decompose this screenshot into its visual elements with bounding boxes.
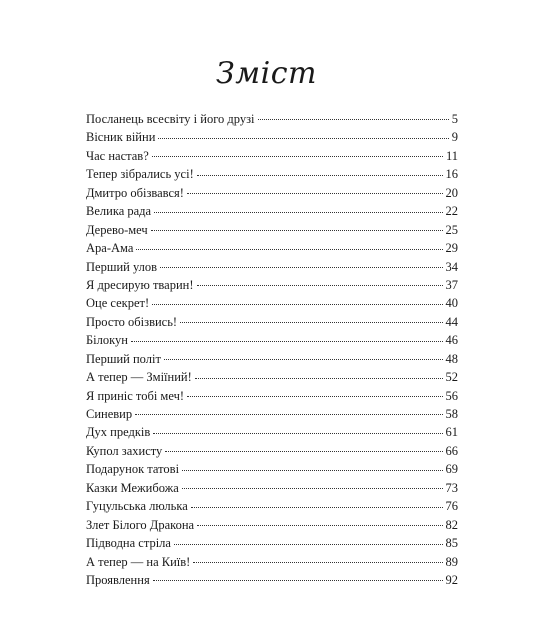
toc-entry-page-number: 92 — [445, 572, 458, 587]
dot-leader — [160, 266, 442, 268]
dot-leader — [152, 155, 443, 157]
dot-leader — [135, 413, 442, 415]
toc-entry-title: Купол захисту — [86, 443, 163, 458]
toc-entry-page-number: 69 — [445, 462, 458, 477]
table-of-contents — [86, 110, 458, 589]
toc-entry-page-number: 9 — [451, 130, 458, 145]
toc-entry — [86, 294, 458, 312]
toc-entry-page-number: 29 — [445, 241, 458, 256]
toc-entry — [86, 165, 458, 183]
toc-entry-page-number: 11 — [445, 148, 458, 163]
toc-entry — [86, 313, 458, 331]
toc-entry-page-number: 52 — [445, 370, 458, 385]
dot-leader — [180, 321, 442, 323]
dot-leader — [153, 432, 442, 434]
toc-entry-title: Казки Межибожа — [86, 480, 179, 495]
toc-entry-page-number: 48 — [445, 351, 458, 366]
toc-entry-page-number: 56 — [445, 388, 458, 403]
dot-leader — [182, 487, 443, 489]
toc-entry-title: Вісник війни — [86, 130, 156, 145]
page-title: Зміст — [216, 56, 317, 91]
toc-entry — [86, 571, 458, 589]
dot-leader — [258, 118, 449, 120]
toc-entry-title: Просто обізвись! — [86, 314, 178, 329]
toc-entry — [86, 516, 458, 534]
toc-entry-page-number: 58 — [445, 407, 458, 421]
dot-leader — [195, 377, 443, 379]
toc-entry-title: А тепер — на Київ! — [86, 554, 191, 569]
toc-entry — [86, 405, 458, 423]
dot-leader — [193, 561, 442, 563]
dot-leader — [197, 284, 443, 286]
toc-entry — [86, 442, 458, 460]
toc-entry-page-number: 73 — [445, 480, 458, 495]
dot-leader — [151, 229, 443, 231]
toc-entry-title: Злет Білого Дракона — [86, 517, 195, 532]
toc-entry-page-number: 89 — [445, 554, 458, 569]
dot-leader — [136, 248, 442, 250]
toc-entry-title: Білокун — [86, 333, 128, 348]
toc-entry — [86, 497, 458, 515]
toc-entry-page-number: 40 — [445, 296, 458, 311]
toc-entry — [86, 147, 458, 165]
dot-leader — [165, 450, 442, 452]
dot-leader — [174, 543, 443, 545]
dot-leader — [182, 469, 442, 471]
toc-entry-title: Тепер зібрались усі! — [86, 167, 194, 182]
toc-entry — [86, 258, 458, 276]
toc-entry-page-number: 85 — [445, 536, 458, 551]
toc-entry — [86, 202, 458, 220]
dot-leader — [153, 579, 443, 581]
toc-entry-title: Час настав? — [86, 148, 149, 163]
toc-entry — [86, 221, 458, 239]
toc-entry — [86, 110, 458, 128]
toc-entry-title: Дерево-меч — [86, 222, 148, 237]
toc-entry — [86, 387, 458, 405]
dot-leader — [187, 192, 443, 194]
dot-leader — [197, 524, 442, 526]
dot-leader — [164, 358, 443, 360]
toc-entry-title: Підводна стріла — [86, 536, 171, 551]
toc-entry-title: А тепер — Зміїний! — [86, 370, 192, 385]
toc-entry — [86, 350, 458, 368]
toc-entry-page-number: 20 — [445, 185, 458, 200]
toc-entry — [86, 479, 458, 497]
toc-entry-title: Ара-Ама — [86, 241, 134, 256]
toc-entry-title: Я приніс тобі меч! — [86, 388, 185, 403]
toc-entry-title: Синевир — [86, 407, 133, 421]
toc-entry-title: Перший улов — [86, 259, 158, 274]
toc-entry — [86, 128, 458, 146]
toc-entry — [86, 423, 458, 441]
toc-entry-title: Дмитро обізвався! — [86, 185, 184, 200]
toc-entry — [86, 553, 458, 571]
toc-entry-title: Посланець всесвіту і його друзі — [86, 112, 255, 126]
toc-entry — [86, 534, 458, 552]
toc-entry-page-number: 46 — [445, 333, 458, 348]
dot-leader — [158, 137, 448, 139]
toc-entry — [86, 368, 458, 386]
toc-entry-title: Оце секрет! — [86, 296, 150, 311]
toc-entry — [86, 276, 458, 294]
toc-entry-page-number: 5 — [451, 112, 458, 126]
dot-leader — [131, 340, 443, 342]
dot-leader — [154, 211, 442, 213]
toc-entry-page-number: 25 — [445, 222, 458, 237]
toc-entry-title: Подарунок татові — [86, 462, 180, 477]
dot-leader — [197, 174, 443, 176]
toc-entry-title: Дух предків — [86, 425, 151, 440]
toc-entry — [86, 184, 458, 202]
toc-entry-page-number: 61 — [445, 425, 458, 440]
toc-entry-title: Перший політ — [86, 351, 161, 366]
toc-entry-title: Я дресирую тварин! — [86, 277, 194, 292]
toc-entry-page-number: 34 — [445, 259, 458, 274]
toc-entry — [86, 460, 458, 478]
toc-entry-title: Проявлення — [86, 572, 150, 587]
toc-entry — [86, 239, 458, 257]
toc-entry-page-number: 44 — [445, 314, 458, 329]
toc-entry — [86, 331, 458, 349]
toc-entry-page-number: 16 — [445, 167, 458, 182]
dot-leader — [152, 303, 442, 305]
toc-entry-page-number: 37 — [445, 277, 458, 292]
toc-entry-title: Велика рада — [86, 204, 152, 219]
toc-entry-page-number: 76 — [445, 499, 458, 514]
toc-entry-page-number: 66 — [445, 443, 458, 458]
dot-leader — [187, 395, 442, 397]
toc-entry-page-number: 22 — [445, 204, 458, 219]
dot-leader — [191, 506, 443, 508]
toc-entry-title: Гуцульська люлька — [86, 499, 188, 514]
toc-entry-page-number: 82 — [445, 517, 458, 532]
